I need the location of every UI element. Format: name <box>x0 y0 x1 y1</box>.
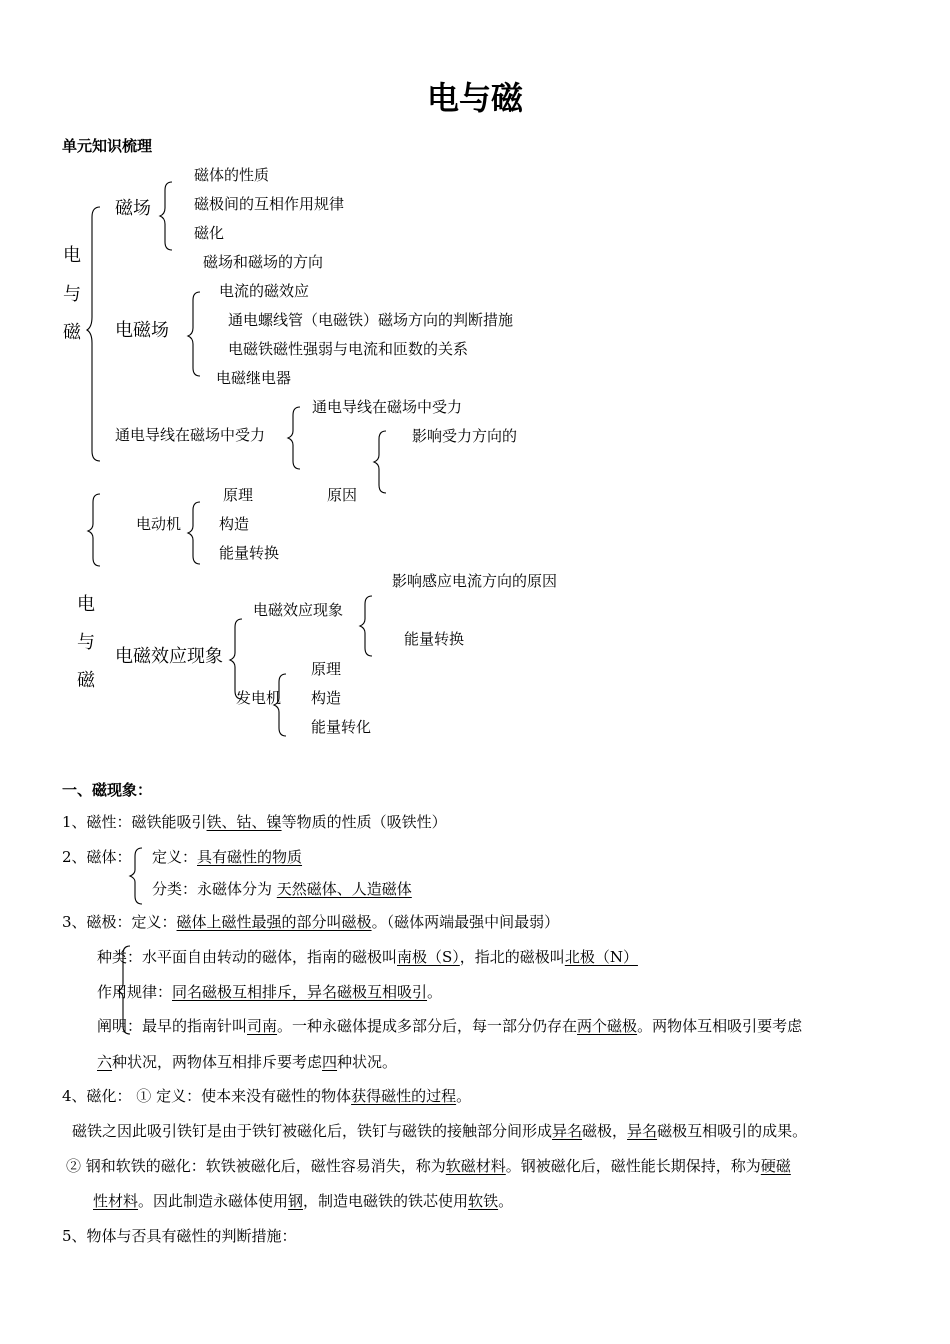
l3-types-text-b: ，指北的磁极叫 <box>459 948 565 966</box>
l3-note-text-c: 。两物体互相吸引要考虑 <box>637 1017 803 1035</box>
unlike-answer-1: 异名 <box>552 1122 583 1140</box>
pole-note <box>97 1017 802 1035</box>
mf-item-3: 磁化 <box>194 224 225 242</box>
l4-text-b: 。 <box>456 1087 472 1105</box>
l3-note-text-a: 阐明：最早的指南针叫 <box>97 1017 248 1035</box>
mf-item-1: 磁体的性质 <box>194 166 270 184</box>
electromagnetism-brace <box>186 290 206 380</box>
magnet-brace <box>128 846 148 906</box>
root2-char-2: 与 <box>77 632 95 653</box>
two-poles-answer: 两个磁极 <box>577 1017 638 1035</box>
root2-char-1: 电 <box>77 594 95 615</box>
north-pole-answer: 北极（N） <box>564 948 638 966</box>
l1-answer: 铁、钴、镍 <box>206 813 282 831</box>
root2-char-3: 磁 <box>77 670 95 691</box>
pole-types <box>97 948 638 966</box>
em-item-3: 电磁铁磁性强弱与电流和匝数的关系 <box>228 340 469 358</box>
l4c-text-a: ② 钢和软铁的磁化：软铁被磁化后，磁性容易消失，称为 <box>66 1157 446 1175</box>
south-pole-answer: 南极（S） <box>397 948 460 966</box>
generator-item-3: 能量转化 <box>311 718 372 736</box>
four-answer: 四 <box>322 1053 338 1071</box>
hard-magnetic-answer-cont: 性材料 <box>93 1192 139 1210</box>
l3-note2-text-b: 种状况，两物体互相排斥要考虑 <box>112 1053 323 1071</box>
l4b-text-b: 磁极， <box>582 1122 628 1140</box>
l4c-text-b: 。钢被磁化后，磁性能长期保持，称为 <box>505 1157 761 1175</box>
l3-types-text-a: 种类：水平面自由转动的磁体，指南的磁极叫 <box>97 948 398 966</box>
generator-brace <box>272 672 292 738</box>
force-label: 通电导线在磁场中受力 <box>115 426 266 444</box>
sinan-answer: 司南 <box>247 1017 278 1035</box>
l1-text-b: 等物质的性质（吸铁性） <box>281 813 447 831</box>
induction-sub-brace <box>358 594 378 658</box>
induction-label: 电磁效应现象 <box>115 646 223 667</box>
motor-item-2: 构造 <box>219 515 250 533</box>
l3-note2-text-c: 种状况。 <box>337 1053 398 1071</box>
l4-answer: 获得磁性的过程 <box>351 1087 457 1105</box>
em-item-2: 通电螺线管（电磁铁）磁场方向的判断措施 <box>228 311 514 329</box>
l2-cls-text: 分类：永磁体分为 <box>152 880 273 898</box>
root-char-3: 磁 <box>63 322 81 343</box>
six-answer: 六 <box>97 1053 113 1071</box>
section1-heading: 一、磁现象： <box>62 781 153 799</box>
soft-iron-answer: 软铁 <box>468 1192 499 1210</box>
generator-item-1: 原理 <box>311 660 342 678</box>
induction-sub-item-1: 影响感应电流方向的原因 <box>392 572 558 590</box>
induction-sub-item-2: 能量转换 <box>404 630 465 648</box>
pole-rule <box>97 983 442 1001</box>
l3-rule-text-a: 作用规律： <box>97 983 173 1001</box>
l2-def-answer: 具有磁性的物质 <box>197 848 303 866</box>
l3-note-text-b: 。一种永磁体提成多部分后，每一部分仍存在 <box>277 1017 578 1035</box>
motor-outer-brace <box>86 492 106 570</box>
motor-extra: 原因 <box>327 486 358 504</box>
hard-magnetic-answer: 硬磁 <box>760 1157 791 1175</box>
pole-note-cont <box>97 1053 397 1071</box>
magnetic-field-brace <box>158 180 178 252</box>
magnet-definition <box>152 848 302 866</box>
motor-item-1: 原理 <box>223 486 254 504</box>
magnetic-field-label: 磁场 <box>115 198 151 219</box>
steel-iron-line <box>66 1157 791 1175</box>
mf-item-4: 磁场和磁场的方向 <box>203 253 324 271</box>
steel-iron-line-cont <box>93 1192 513 1210</box>
soft-magnetic-answer: 软磁材料 <box>445 1157 506 1175</box>
l3-rule-answer: 同名磁极互相排斥，异名磁极互相吸引 <box>172 983 428 1001</box>
motor-brace <box>186 500 206 566</box>
l2-cls-answer: 天然磁体、人造磁体 <box>276 880 412 898</box>
pole-definition <box>62 913 559 931</box>
magnet-label: 2、磁体： <box>62 848 132 866</box>
judgment-method-line: 5、物体与否具有磁性的判断措施： <box>62 1227 297 1245</box>
induction-sub-label: 电磁效应现象 <box>253 601 344 619</box>
l4b-text-c: 磁极互相吸引的成果。 <box>657 1122 808 1140</box>
magnetization-explanation <box>72 1122 807 1140</box>
magnet-classification <box>152 880 412 898</box>
l4d-text-b: ，制造电磁铁的铁芯使用 <box>303 1192 469 1210</box>
motor-item-3: 能量转换 <box>219 544 280 562</box>
motor-label: 电动机 <box>136 515 182 533</box>
unlike-answer-2: 异名 <box>627 1122 658 1140</box>
l4d-text-a: 。因此制造永磁体使用 <box>138 1192 289 1210</box>
l3-text-a: 3、磁极：定义： <box>62 913 177 931</box>
page-title: 电与磁 <box>426 79 523 117</box>
l4b-text-a: 磁铁之因此吸引铁钉是由于铁钉被磁化后，铁钉与磁铁的接触部分间形成 <box>72 1122 553 1140</box>
l3-text-b: 。（磁体两端最强中间最弱） <box>371 913 560 931</box>
mf-item-2: 磁极间的互相作用规律 <box>194 195 345 213</box>
force-brace <box>286 405 306 471</box>
l4d-text-c: 。 <box>498 1192 514 1210</box>
force-sub-brace <box>372 429 392 495</box>
magnetism-line <box>62 813 447 831</box>
root-char-1: 电 <box>63 245 81 266</box>
generator-item-2: 构造 <box>311 689 342 707</box>
generator-label: 发电机 <box>236 689 282 707</box>
l3-rule-text-b: 。 <box>427 983 443 1001</box>
section-subtitle: 单元知识梳理 <box>62 137 153 155</box>
l2-def-text: 定义： <box>152 848 198 866</box>
force-item-1: 通电导线在磁场中受力 <box>312 398 463 416</box>
magnetization-definition <box>62 1087 471 1105</box>
steel-answer: 钢 <box>288 1192 304 1210</box>
l1-text-a: 1、磁性：磁铁能吸引 <box>62 813 207 831</box>
root-brace <box>86 205 106 465</box>
l3-answer: 磁体上磁性最强的部分叫磁极 <box>176 913 372 931</box>
em-item-1: 电流的磁效应 <box>219 282 310 300</box>
electromagnetism-label: 电磁场 <box>115 320 169 341</box>
l4-text-a: 4、磁化： ① 定义：使本来没有磁性的物体 <box>62 1087 352 1105</box>
force-item-2: 影响受力方向的 <box>412 427 518 445</box>
root-char-2: 与 <box>63 284 81 305</box>
em-item-4: 电磁继电器 <box>216 369 292 387</box>
